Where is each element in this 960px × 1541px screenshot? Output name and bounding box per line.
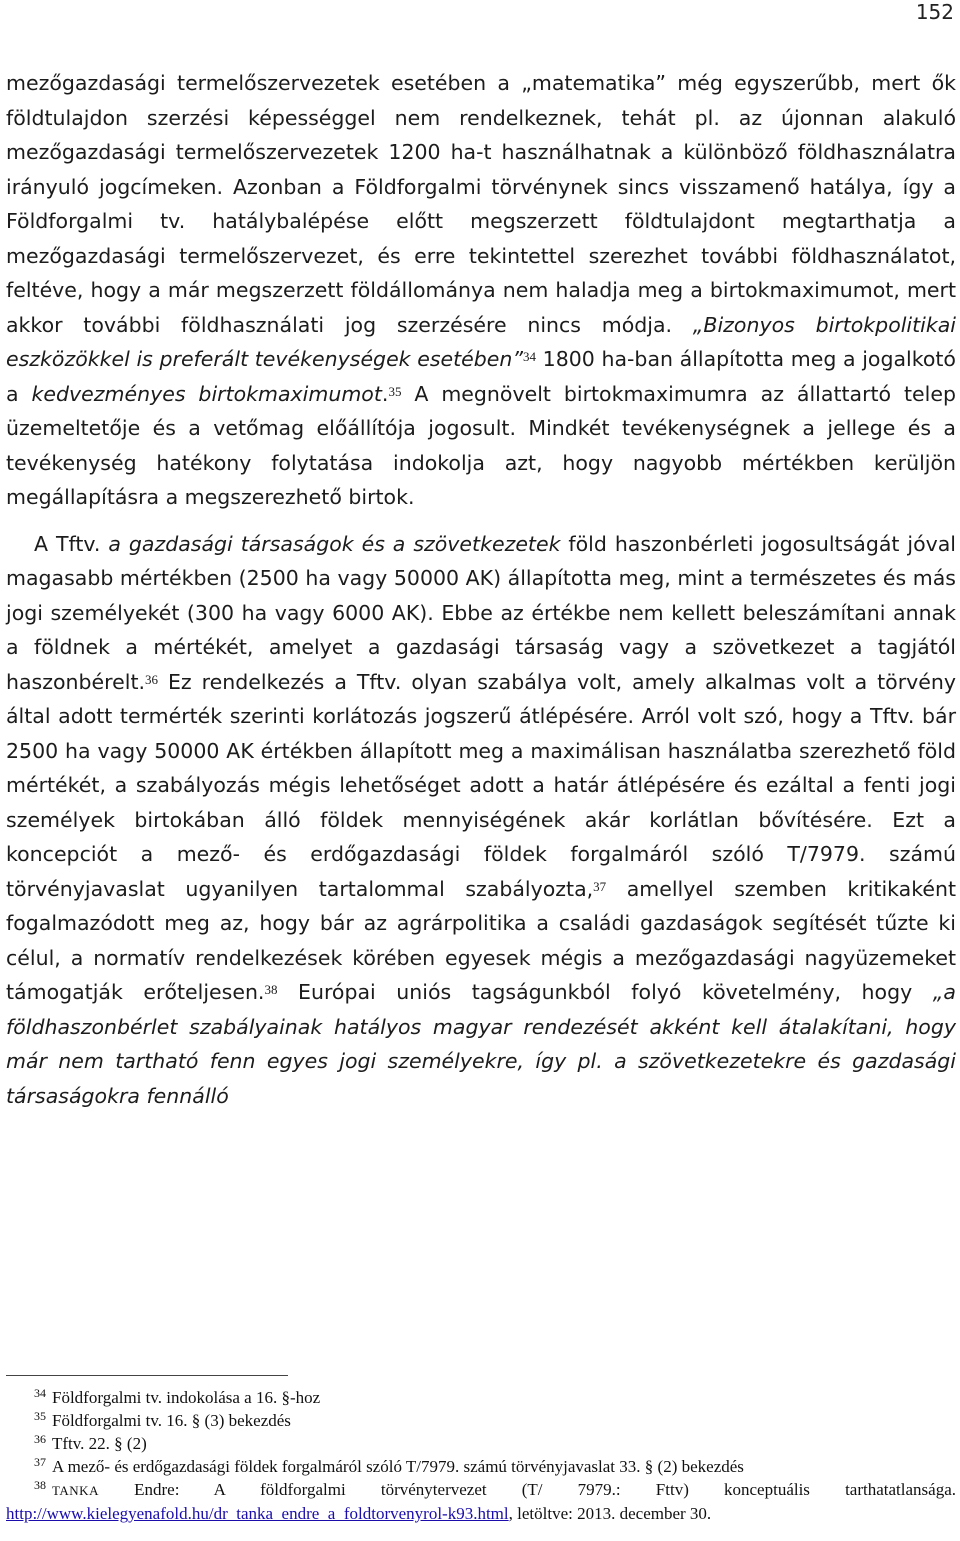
footnote-38-continued <box>6 1502 956 1525</box>
text-span: Ez rendelkezés a Tftv. olyan szabálya volt, amely alkalmas volt a törvény által adott termérték szerinti korlátozás jogszerű átlépésére. Arról volt szó, hogy a Tftv. bár 2500 ha vagy 50000 AK értékben állapított meg a maximálisan használatba szerezhető föld mértékét, a szabályozás mégis lehetőséget adott a határ átlépésére és ezáltal a fenti jogi személyek birtokában álló földek mennyiségének akár korlátlan bővítésére. Ezt a koncepciót a mező- és erdőgazdasági földek forgalmáról szóló T/7979. számú törvényjavaslat ugyanilyen tartalommal szabályozta, <box>6 669 956 901</box>
footnote-number: 36 <box>34 1432 46 1446</box>
footnote-ref-38[interactable]: 38 <box>264 982 278 997</box>
text-span: . <box>381 381 389 406</box>
footnote-text: Tftv. 22. § (2) <box>52 1434 147 1453</box>
footnote-ref-37[interactable]: 37 <box>593 878 607 894</box>
footnote-text: , letöltve: 2013. december 30. <box>508 1504 712 1523</box>
italic-quote: „a földhaszonbérlet szabályainak hatályos magyar rendezését akként kell átalakítani, hogy már nem tartható fenn egyes jogi személyekre, így pl. a szövetkezetekre és gazdasági társaságokra fennálló <box>6 980 956 1108</box>
footnote-34 <box>6 1386 956 1409</box>
footnote-number: 34 <box>34 1386 46 1400</box>
footnote-number: 37 <box>34 1455 46 1469</box>
footnote-number: 35 <box>34 1409 46 1423</box>
footnote-ref-36[interactable]: 36 <box>145 671 158 687</box>
text-span: amellyel szemben kritikaként fogalmazódott meg az, hogy bár az agrárpolitika a családi gazdaságok segítését tűzte ki célul, a normatív rendelkezések körében egyesek mégis a mezőgazdasági nagyüzemeket támogatják erőteljesen. <box>6 876 956 1004</box>
italic-term: kedvezményes birtokmaximumot <box>31 381 382 406</box>
page-number: 152 <box>915 0 954 24</box>
footnote-link[interactable]: http://www.kielegyenafold.hu/dr_tanka_endre_a_foldtorvenyrol-k93.html <box>6 1504 509 1523</box>
footnotes <box>6 1386 956 1525</box>
italic-quote: „Bizonyos birtokpolitikai eszközökkel is preferált tevékenységek esetében” <box>6 312 956 371</box>
footnote-37 <box>6 1455 956 1478</box>
footnote-36 <box>6 1432 956 1455</box>
italic-term: a gazdasági társaságok és a szövetkezetek <box>108 531 561 556</box>
footnote-text: Földforgalmi tv. 16. § (3) bekezdés <box>52 1411 291 1430</box>
footnote-separator <box>6 1375 288 1376</box>
footnote-text: Földforgalmi tv. indokolása a 16. §-hoz <box>52 1388 321 1407</box>
text-span: A Tftv. <box>34 531 109 556</box>
body-text <box>6 66 956 1113</box>
footnote-author: TANKA <box>52 1483 99 1498</box>
footnote-ref-35[interactable]: 35 <box>388 383 402 399</box>
footnote-35 <box>6 1409 956 1432</box>
text-span: A megnövelt birtokmaximumra az állattartó telep üzemeltetője és a vetőmag előállítója jogosult. Mindkét tevékenységnek a jellege és a tevékenység hatékony folytatása indokolja azt, hogy nagyobb mértékben kerüljön megállapításra a megszerezhető birtok. <box>6 381 956 509</box>
text-span: 1800 ha-ban állapította meg a jogalkotó a <box>6 347 956 406</box>
text-span: mezőgazdasági termelőszervezetek esetében a „matematika” még egyszerűbb, mert ők földtulajdon szerzési képességgel nem rendelkeznek, tehát pl. az újonnan alakuló mezőgazdasági termelőszervezetek 1200 ha-t használhatnak a különböző földhasználatra irányuló jogcímeken. Azonban a Földforgalmi törvénynek sincs visszamenő hatálya, így a Földforgalmi tv. hatálybalépése előtt megszerzett földtulajdont megtarthatja a mezőgazdasági termelőszervezet, és erre tekintettel szerezhet további földhasználatot, feltéve, hogy a már megszerzett földállománya nem haladja meg a birtokmaximumot, mert akkor további földhasználati jog szerzésére nincs módja. <box>6 71 956 337</box>
text-span: föld haszonbérleti jogosultságát jóval magasabb mértékben (2500 ha vagy 50000 AK) állapította meg, mint a természetes és más jogi személyekét (300 ha vagy 6000 AK). Ebbe az értékbe nem kellett beleszámítani annak a földnek a mértékét, amelyet a gazdasági társaság vagy a szövetkezet a tagjától haszonbérelt. <box>6 531 957 694</box>
footnote-number: 38 <box>34 1478 46 1492</box>
text-span: Európai uniós tagságunkból folyó követelmény, hogy <box>277 980 933 1004</box>
footnote-ref-34[interactable]: 34 <box>523 349 536 364</box>
paragraph-1 <box>6 66 956 515</box>
footnote-38 <box>6 1478 956 1502</box>
footnote-text: A mező- és erdőgazdasági földek forgalmáról szóló T/7979. számú törvényjavaslat 33. § (2) bekezdés <box>52 1457 744 1476</box>
footnote-text: Endre: A földforgalmi törvénytervezet (T/ 7979.: Fttv) konceptuális tarthatatlansága. <box>98 1480 956 1499</box>
paragraph-2 <box>6 527 956 1114</box>
